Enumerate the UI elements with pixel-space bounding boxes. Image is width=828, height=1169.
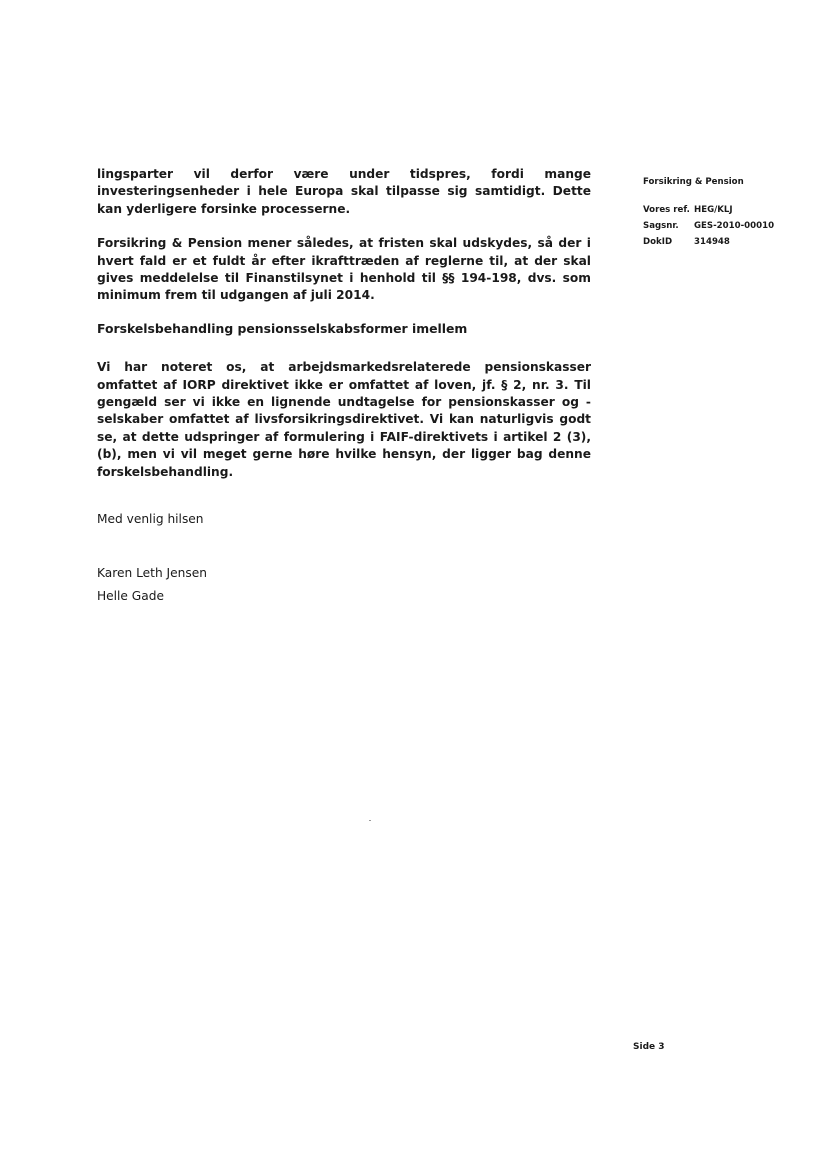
letter-body bbox=[97, 166, 591, 608]
scan-speck bbox=[369, 820, 371, 821]
meta-label: DokID bbox=[643, 237, 673, 247]
meta-row-document-id bbox=[643, 234, 813, 250]
meta-label: Vores ref. bbox=[643, 205, 690, 215]
sidebar-reference-block bbox=[643, 174, 813, 250]
closing-greeting: Med venlig hilsen bbox=[97, 512, 204, 527]
meta-value: 314948 bbox=[694, 237, 730, 247]
section-heading: Forskelsbehandling pensionsselskabsformer imellem bbox=[97, 320, 468, 336]
organization-name: Forsikring & Pension bbox=[643, 177, 744, 187]
meta-value: HEG/KLJ bbox=[694, 205, 733, 215]
meta-label: Sagsnr. bbox=[643, 221, 679, 231]
paragraph-deadline: Forsikring & Pension mener således, at fristen skal udskydes, så der i hvert fald er et fuldt år efter ikrafttræden af reglerne til, at der skal gives meddelelse til Finanstilsynet i henhold til §§ 194-198, dvs. som minimum frem til udgangen af juli 2014. bbox=[97, 236, 591, 303]
paragraph-differential-treatment: Vi har noteret os, at arbejdsmarkedsrelaterede pensionskasser omfattet af IORP direktivet ikke er omfattet af loven, jf. § 2, nr. 3. Til gengæld ser vi ikke en lignende undtagelse for pensionskasser og -selskaber omfattet af livsforsikringsdirektivet. Vi kan naturligvis godt se, at dette udspringer af formulering i FAIF-direktivets i artikel 2 (3), (b), men vi vil meget gerne høre hvilke hensyn, der ligger bag denne forskelsbehandling. bbox=[97, 360, 591, 479]
signatory-1: Karen Leth Jensen bbox=[97, 565, 207, 580]
meta-row-case-number bbox=[643, 218, 813, 234]
paragraph-continuation: lingsparter vil derfor være under tidspres, fordi mange investeringsenheder i hele Europa skal tilpasse sig samtidigt. Dette kan yderligere forsinke processerne. bbox=[97, 167, 591, 216]
meta-value: GES-2010-00010 bbox=[694, 221, 775, 231]
meta-row-reference bbox=[643, 202, 813, 218]
signatory-2: Helle Gade bbox=[97, 588, 164, 603]
page-number: Side 3 bbox=[633, 1042, 665, 1052]
